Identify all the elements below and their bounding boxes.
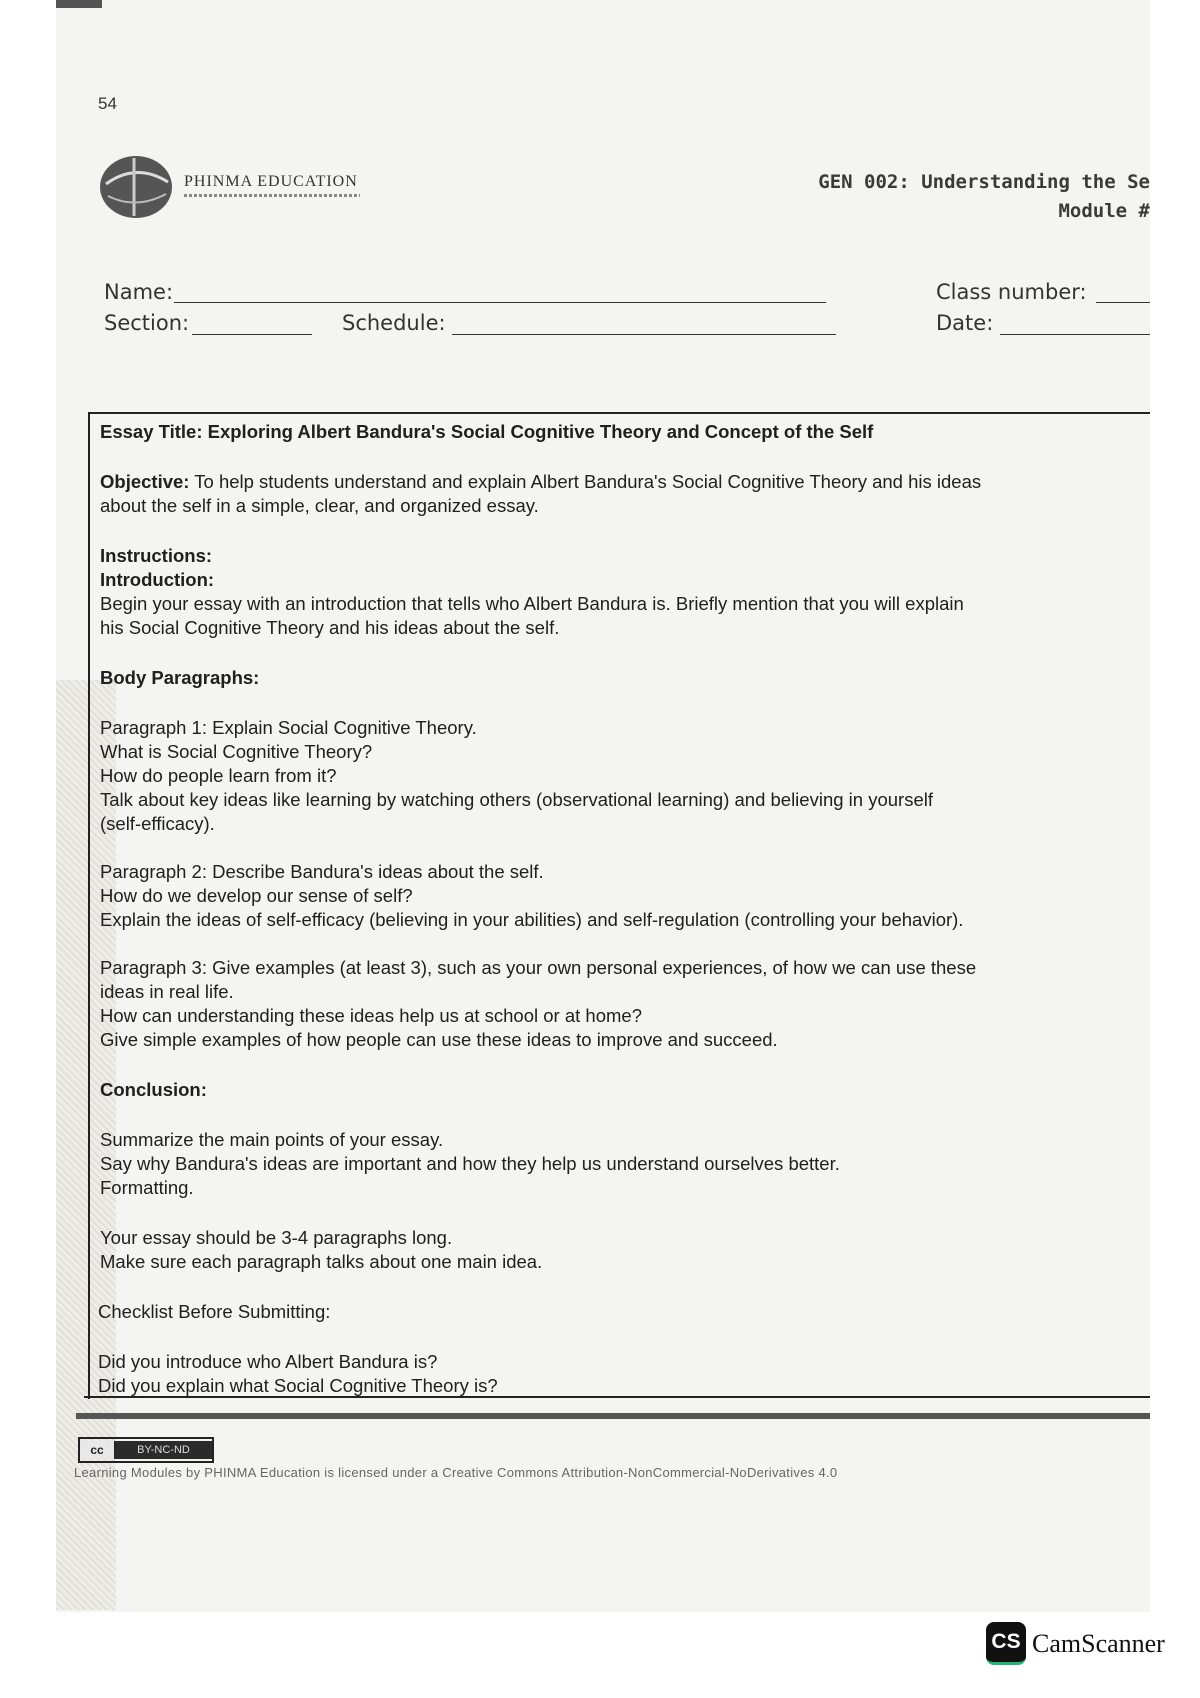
page-number: 54 bbox=[98, 94, 117, 113]
intro-line-2: his Social Cognitive Theory and his ideas about the self. bbox=[100, 617, 560, 638]
license-badge bbox=[78, 1437, 214, 1463]
formatting-line: Your essay should be 3-4 paragraphs long. bbox=[100, 1227, 453, 1248]
paragraph-3-line: Give simple examples of how people can use these ideas to improve and succeed. bbox=[100, 1029, 778, 1050]
name-field[interactable] bbox=[174, 302, 826, 303]
phinma-logo-icon bbox=[96, 152, 178, 222]
paragraph-2-line: How do we develop our sense of self? bbox=[100, 885, 413, 906]
formatting-line: Make sure each paragraph talks about one main idea. bbox=[100, 1251, 543, 1272]
checklist-heading: Checklist Before Submitting: bbox=[98, 1301, 331, 1322]
essay-title: Essay Title: Exploring Albert Bandura's Social Cognitive Theory and Concept of the Self bbox=[100, 421, 874, 442]
introduction-heading: Introduction: bbox=[100, 569, 215, 590]
name-label: Name: bbox=[104, 280, 174, 304]
conclusion-line: Say why Bandura's ideas are important and how they help us understand ourselves better. bbox=[100, 1153, 840, 1174]
intro-line-1: Begin your essay with an introduction that tells who Albert Bandura is. Briefly mention that you will explain bbox=[100, 593, 964, 614]
paragraph-1-line: How do people learn from it? bbox=[100, 765, 337, 786]
paragraph-1-line: Talk about key ideas like learning by watching others (observational learning) and believing in yourself bbox=[100, 789, 933, 810]
course-header bbox=[818, 168, 1150, 226]
objective-line-2: about the self in a simple, clear, and organized essay. bbox=[100, 495, 539, 516]
paragraph-1-line: Paragraph 1: Explain Social Cognitive Theory. bbox=[100, 717, 477, 738]
org-name: PHINMA EDUCATION bbox=[184, 173, 358, 190]
footer-rule bbox=[76, 1413, 1150, 1419]
module-label: Module # bbox=[1058, 200, 1150, 222]
paragraph-3-line: ideas in real life. bbox=[100, 981, 234, 1002]
instructions-heading: Instructions: bbox=[100, 545, 213, 566]
camscanner-icon: CS bbox=[986, 1622, 1026, 1665]
schedule-label: Schedule: bbox=[342, 311, 446, 335]
conclusion-line: Summarize the main points of your essay. bbox=[100, 1129, 444, 1150]
paragraph-3-line: Paragraph 3: Give examples (at least 3), such as your own personal experiences, of how we can use these bbox=[100, 957, 977, 978]
paragraph-3-line: How can understanding these ideas help us at school or at home? bbox=[100, 1005, 642, 1026]
license-type: BY-NC-ND bbox=[115, 1441, 212, 1459]
cc-icon: cc bbox=[80, 1441, 115, 1459]
conclusion-heading: Conclusion: bbox=[100, 1079, 207, 1100]
class-number-label: Class number: bbox=[936, 280, 1087, 304]
date-field[interactable] bbox=[1000, 334, 1150, 335]
date-label: Date: bbox=[936, 311, 994, 335]
body-heading: Body Paragraphs: bbox=[100, 667, 260, 688]
schedule-field[interactable] bbox=[452, 334, 836, 335]
section-label: Section: bbox=[104, 311, 190, 335]
license-footer: Learning Modules by PHINMA Education is licensed under a Creative Commons Attribution-NonCommercial-NoDerivatives 4.0 bbox=[74, 1465, 838, 1480]
objective-text: To help students understand and explain Albert Bandura's Social Cognitive Theory and his ideas bbox=[189, 471, 982, 492]
course-title: GEN 002: Understanding the Se bbox=[818, 171, 1150, 193]
section-field[interactable] bbox=[192, 334, 312, 335]
org-tagline bbox=[184, 194, 360, 197]
paragraph-1-line: (self-efficacy). bbox=[100, 813, 215, 834]
paragraph-2-line: Explain the ideas of self-efficacy (believing in your abilities) and self-regulation (controlling your behavior). bbox=[100, 909, 964, 930]
objective-label: Objective: bbox=[100, 471, 190, 492]
scanned-page bbox=[56, 0, 1150, 1612]
conclusion-line: Formatting. bbox=[100, 1177, 194, 1198]
paragraph-1-line: What is Social Cognitive Theory? bbox=[100, 741, 373, 762]
scan-edge bbox=[56, 0, 102, 8]
camscanner-name: CamScanner bbox=[1032, 1628, 1165, 1658]
paragraph-2-line: Paragraph 2: Describe Bandura's ideas about the self. bbox=[100, 861, 544, 882]
checklist-item: Did you explain what Social Cognitive Theory is? bbox=[98, 1375, 498, 1396]
objective-line-1 bbox=[100, 470, 981, 494]
camscanner-watermark bbox=[986, 1622, 1165, 1665]
class-number-field[interactable] bbox=[1096, 302, 1150, 303]
checklist-item: Did you introduce who Albert Bandura is? bbox=[98, 1351, 438, 1372]
